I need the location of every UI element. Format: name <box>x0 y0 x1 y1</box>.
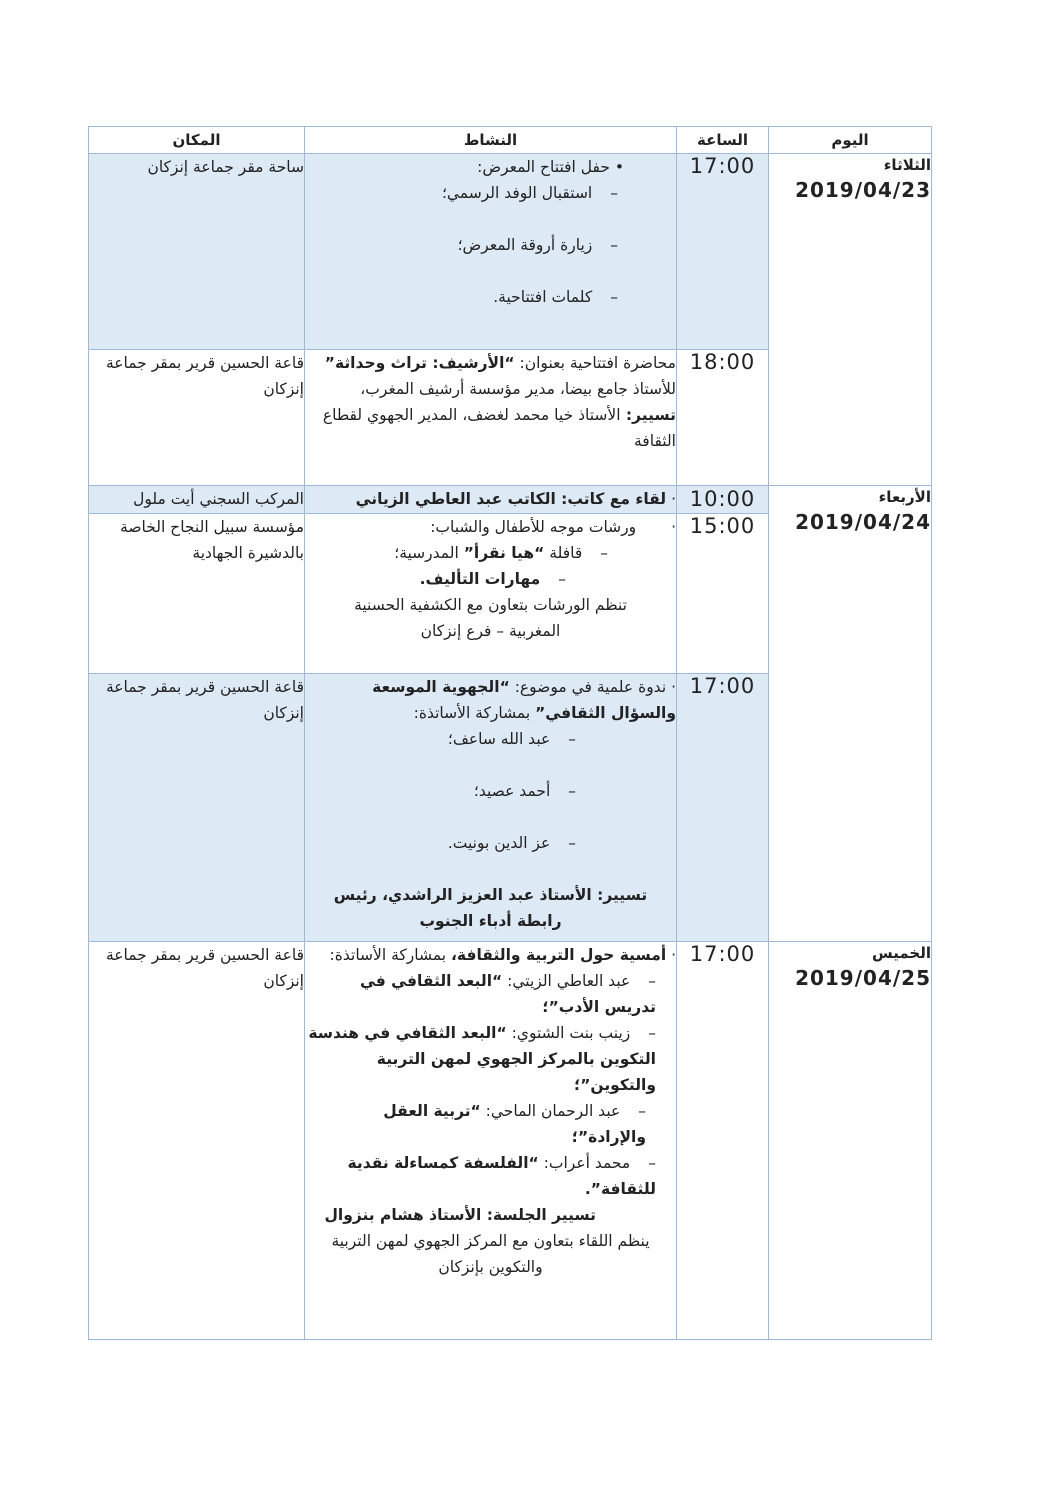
list-item: استقبال الوفد الرسمي؛ <box>441 184 593 202</box>
participant-name: عبد الرحمان الماحي: <box>480 1102 621 1120</box>
participant-name: عبد العاطي الزيتي: <box>502 972 631 990</box>
moderator: الأستاذ خيا محمد لغضف، المدير الجهوي لقطاع الثقافة <box>322 406 676 450</box>
time-cell: 10:00 <box>677 486 769 514</box>
list-item: قافلة <box>544 544 583 562</box>
list-item: مهارات التأليف. <box>419 570 541 588</box>
participant-name: زينب بنت الشتوي: <box>506 1024 631 1042</box>
lecture-lead: محاضرة افتتاحية بعنوان: <box>514 354 676 372</box>
header-activity: النشاط <box>305 127 677 154</box>
moderator: تسيير: الأستاذ عبد العزيز الراشدي، رئيس رابطة أدباء الجنوب <box>333 886 648 930</box>
activity-title: حفل افتتاح المعرض: <box>477 158 610 176</box>
time-cell: 18:00 <box>677 350 769 486</box>
activity-cell: · ندوة علمية في موضوع: “الجهوية الموسعة والسؤال الثقافي” بمشاركة الأساتذة: –عبد الله ساعف؛ –أحمد عصيد؛ –عز الدين بونيت. تسيير: الأستاذ عبد العزيز الراشدي، رئيس رابطة أدباء الجنوب <box>305 674 677 942</box>
activity-title: لقاء مع كاتب: الكاتب عبد العاطي الزياني <box>355 490 667 508</box>
list-item: عز الدين بونيت. <box>447 834 551 852</box>
day-cell-wednesday <box>769 486 932 942</box>
header-day: اليوم <box>769 127 932 154</box>
place-cell: ساحة مقر جماعة إنزكان <box>89 154 305 350</box>
time-cell: 15:00 <box>677 514 769 674</box>
activity-cell <box>305 350 677 486</box>
place-cell: قاعة الحسين قرير بمقر جماعة إنزكان <box>89 942 305 1340</box>
activity-lead: ندوة علمية في موضوع: <box>509 678 667 696</box>
day-name: الأربعاء <box>878 488 931 506</box>
activity-cell: · ورشات موجه للأطفال والشباب: –قافلة “هيا نقرأ” المدرسية؛ –مهارات التأليف. تنظم الورشات بتعاون مع الكشفية الحسنية المغربية – فرع إنزكان <box>305 514 677 674</box>
table-row <box>89 154 932 350</box>
activity-cell: · لقاء مع كاتب: الكاتب عبد العاطي الزياني <box>305 486 677 514</box>
place-cell: مؤسسة سبيل النجاح الخاصة بالدشيرة الجهادية <box>89 514 305 674</box>
place-cell: قاعة الحسين قرير بمقر جماعة إنزكان <box>89 350 305 486</box>
activity-title: ورشات موجه للأطفال والشباب: <box>430 518 637 536</box>
day-name: الخميس <box>872 944 931 962</box>
day-name: الثلاثاء <box>883 156 931 174</box>
activity-note: ينظم اللقاء بتعاون مع المركز الجهوي لمهن التربية والتكوين بإنزكان <box>331 1232 650 1276</box>
activity-cell: • حفل افتتاح المعرض: –استقبال الوفد الرسمي؛ –زيارة أروقة المعرض؛ –كلمات افتتاحية. <box>305 154 677 350</box>
place-cell: المركب السجني أيت ملول <box>89 486 305 514</box>
lecture-title: “الأرشيف: تراث وحداثة” <box>324 354 515 372</box>
list-item: كلمات افتتاحية. <box>493 288 593 306</box>
list-item: أحمد عصيد؛ <box>473 782 551 800</box>
table-row <box>89 942 932 1340</box>
list-item: زيارة أروقة المعرض؛ <box>457 236 593 254</box>
activity-title: “الجهوية الموسعة والسؤال الثقافي” <box>372 678 676 722</box>
day-date: 2019/04/23 <box>795 178 931 202</box>
time-cell: 17:00 <box>677 154 769 350</box>
header-time: الساعة <box>677 127 769 154</box>
time-cell: 17:00 <box>677 942 769 1340</box>
header-place: المكان <box>89 127 305 154</box>
day-date: 2019/04/25 <box>795 966 931 990</box>
activity-note: تنظم الورشات بتعاون مع الكشفية الحسنية المغربية – فرع إنزكان <box>354 596 627 640</box>
day-date: 2019/04/24 <box>795 510 931 534</box>
talk-title: “البعد الثقافي في تدريس الأدب”؛ <box>359 972 656 1016</box>
talk-title: “تربية العقل والإرادة”؛ <box>383 1102 646 1146</box>
moderator: تسيير الجلسة: الأستاذ هشام بنزوال <box>324 1206 596 1224</box>
list-item: عبد الله ساعف؛ <box>447 730 551 748</box>
place-cell: قاعة الحسين قرير بمقر جماعة إنزكان <box>89 674 305 942</box>
program-table <box>88 126 932 1340</box>
participant-name: محمد أعراب: <box>538 1154 631 1172</box>
day-cell-thursday <box>769 942 932 1340</box>
talk-title: “البعد الثقافي في هندسة التكوين بالمركز الجهوي لمهن التربية والتكوين”؛ <box>308 1024 656 1094</box>
table-header-row <box>89 127 932 154</box>
activity-title: أمسية حول التربية والثقافة، <box>451 946 667 964</box>
activity-cell: · أمسية حول التربية والثقافة، بمشاركة الأساتذة: –عبد العاطي الزيتي: “البعد الثقافي في تدريس الأدب”؛ –زينب بنت الشتوي: “البعد الثقافي في هندسة التكوين بالمركز الجهوي لمهن التربية والتكوين”؛ –عبد الرحمان الماحي: “تربية العقل والإرادة”؛ –محمد أعراب: “الفلسفة كمساءلة نقدية للثقافة”. تسيير الجلسة: الأستاذ هشام بنزوال ينظم اللقاء بتعاون مع المركز الجهوي لمهن التربية والتكوين بإنزكان <box>305 942 677 1340</box>
time-cell: 17:00 <box>677 674 769 942</box>
day-cell-tuesday <box>769 154 932 486</box>
table-row <box>89 486 932 514</box>
moderator-label: تسيير: <box>620 406 676 424</box>
lecture-speaker: للأستاذ جامع بيضا، مدير مؤسسة أرشيف المغرب، <box>360 380 676 398</box>
talk-title: “الفلسفة كمساءلة نقدية للثقافة”. <box>347 1154 656 1198</box>
